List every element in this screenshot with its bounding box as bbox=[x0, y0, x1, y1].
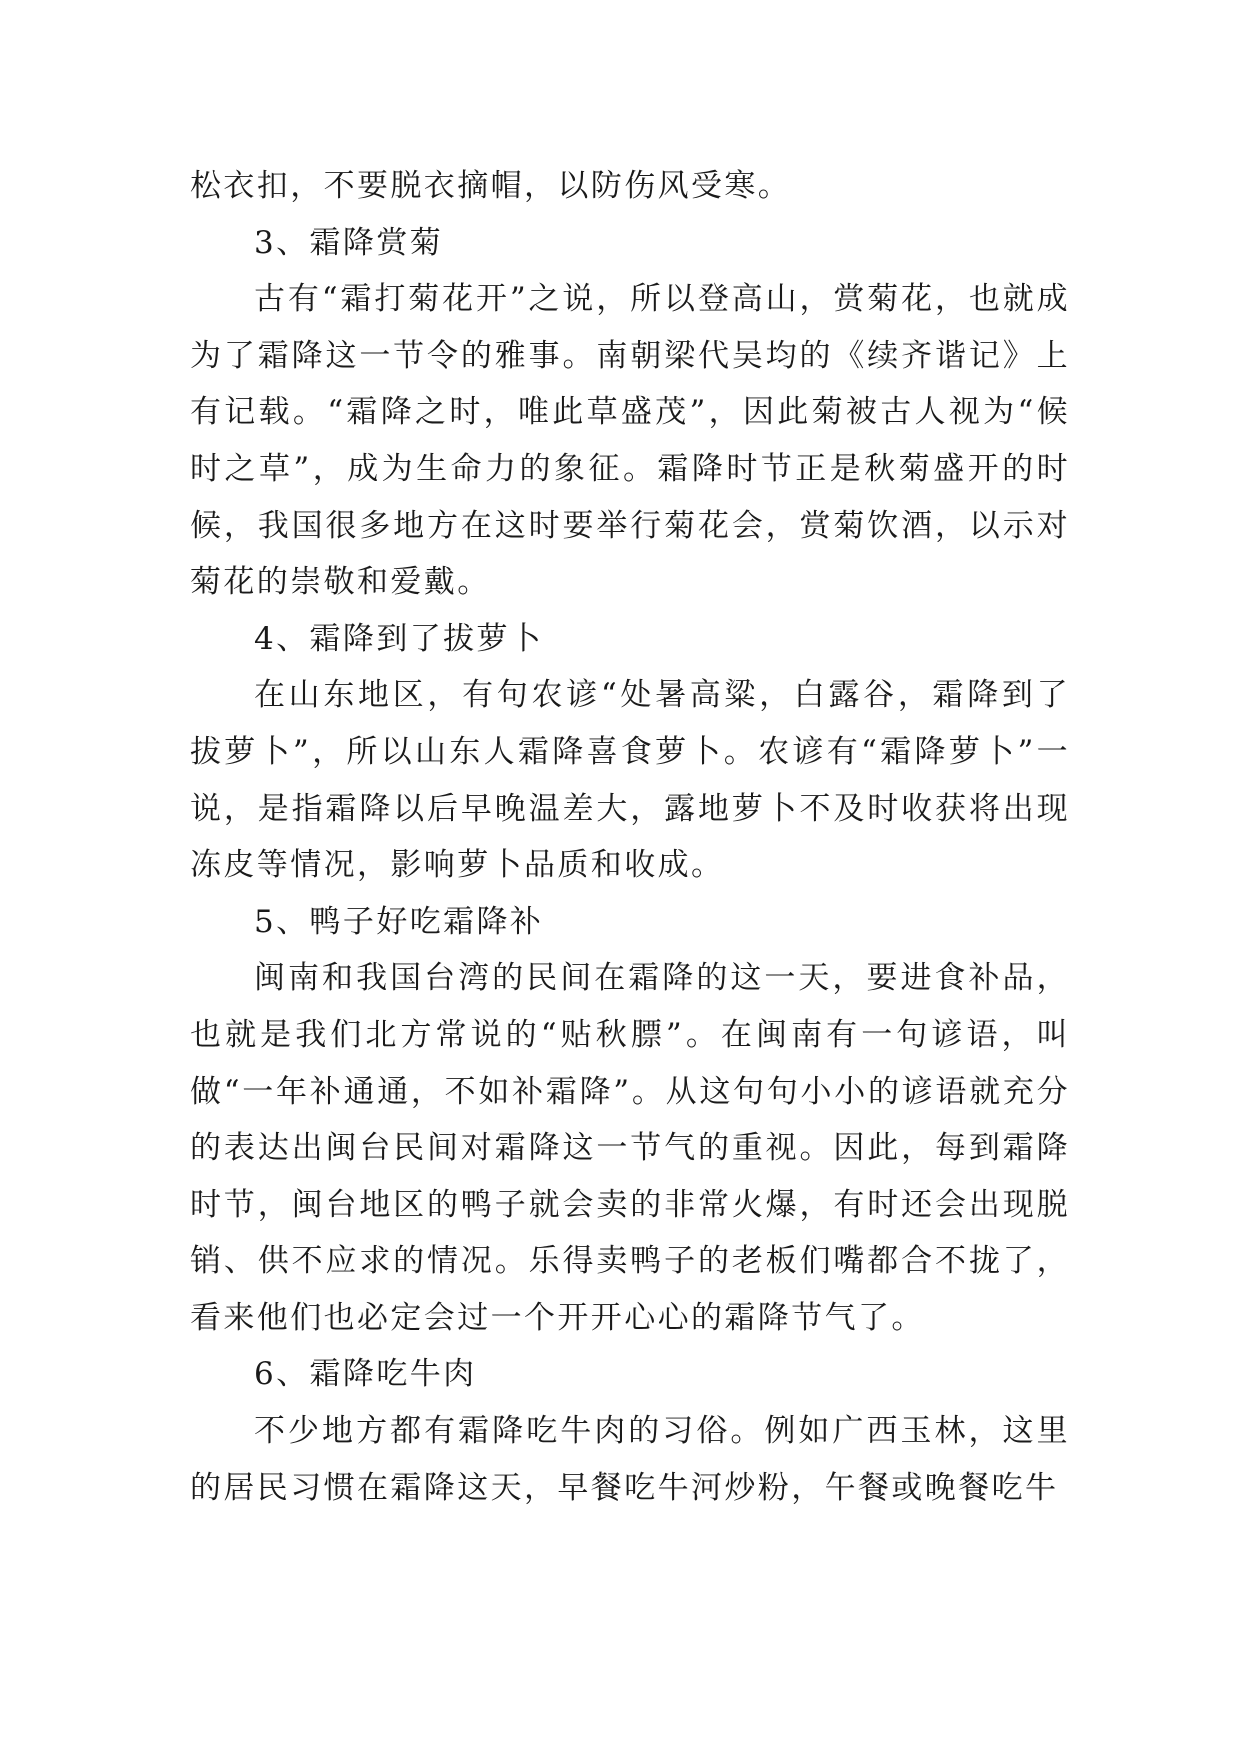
paragraph-duck: 闽南和我国台湾的民间在霜降的这一天，要进食补品，也就是我们北方常说的“贴秋膘”。在闽南有一句谚语，叫做“一年补通通，不如补霜降”。从这句句小小的谚语就充分的表达出闽台民间对霜降这一节气的重视。因此，每到霜降时节，闽台地区的鸭子就会卖的非常火爆，有时还会出现脱销、供不应求的情况。乐得卖鸭子的老板们嘴都合不拢了，看来他们也必定会过一个开开心心的霜降节气了。 bbox=[190, 960, 1070, 1336]
paragraph-beef: 不少地方都有霜降吃牛肉的习俗。例如广西玉林，这里的居民习惯在霜降这天，早餐吃牛河炒粉，午餐或晚餐吃牛 bbox=[190, 1413, 1070, 1506]
section-heading-4: 4、霜降到了拔萝卜 bbox=[254, 620, 544, 657]
section-heading-3: 3、霜降赏菊 bbox=[254, 224, 444, 261]
section-heading-6: 6、霜降吃牛肉 bbox=[254, 1356, 477, 1393]
paragraph-chrysanthemum: 古有“霜打菊花开”之说，所以登高山，赏菊花，也就成为了霜降这一节令的雅事。南朝梁代吴均的《续齐谐记》上有记载。“霜降之时，唯此草盛茂”，因此菊被古人视为“候时之草”，成为生命力的象征。霜降时节正是秋菊盛开的时候，我国很多地方在这时要举行菊花会，赏菊饮酒，以示对菊花的崇敬和爱戴。 bbox=[190, 281, 1070, 601]
section-heading-5: 5、鸭子好吃霜降补 bbox=[254, 903, 544, 940]
paragraph-continuation: 松衣扣，不要脱衣摘帽，以防伤风受寒。 bbox=[190, 168, 792, 204]
paragraph-radish: 在山东地区，有句农谚“处暑高粱，白露谷，霜降到了拔萝卜”，所以山东人霜降喜食萝卜。农谚有“霜降萝卜”一说，是指霜降以后早晚温差大，露地萝卜不及时收获将出现冻皮等情况，影响萝卜品质和收成。 bbox=[190, 677, 1070, 884]
document-body bbox=[190, 158, 1070, 1516]
